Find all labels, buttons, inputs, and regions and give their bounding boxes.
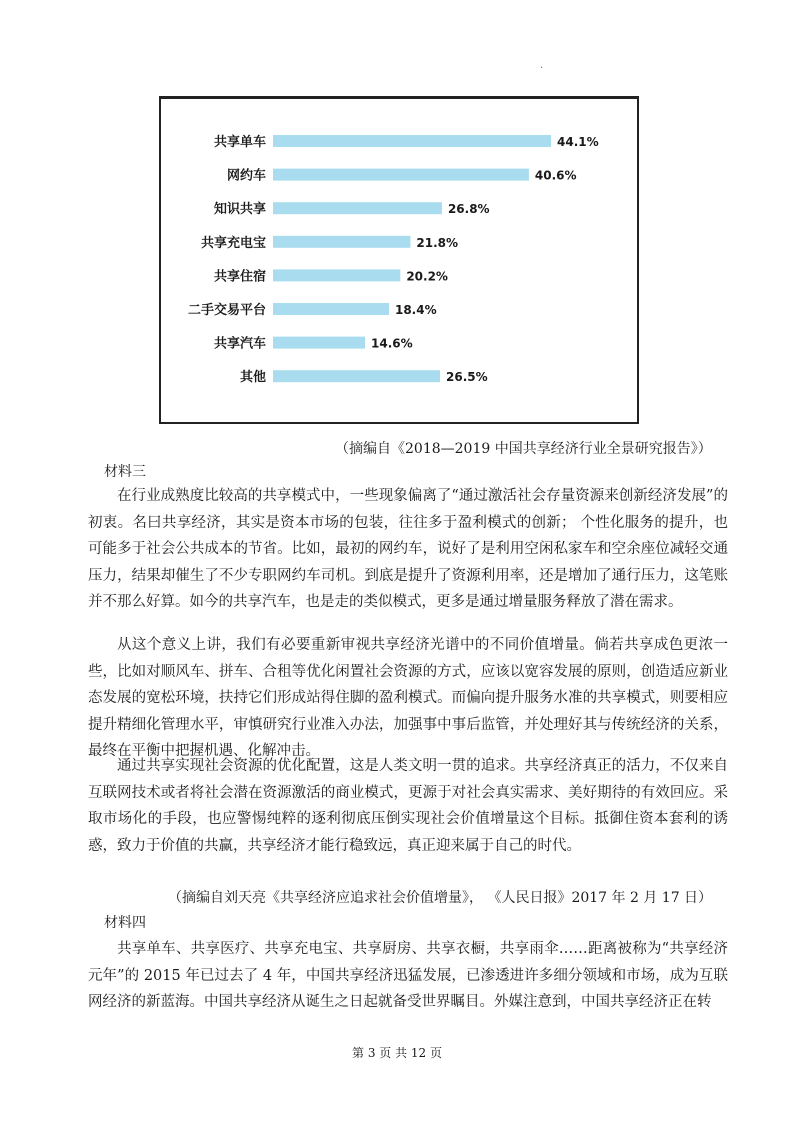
bar: [273, 202, 442, 214]
scan-dot: .: [540, 60, 544, 71]
bar-chart-svg: [161, 99, 637, 422]
value-label: 18.4%: [394, 303, 437, 317]
bar: [273, 236, 410, 248]
bar-chart: [159, 96, 639, 424]
value-label: 14.6%: [371, 336, 413, 351]
bar: [273, 169, 529, 181]
value-label: 44.1%: [557, 135, 599, 149]
bar: [273, 337, 365, 349]
page-number-footer: 第 3 页 共 12 页: [352, 1046, 442, 1060]
chart-source-citation: （摘编自《2018—2019 中国共享经济行业全景研究报告》）: [335, 441, 712, 457]
value-label: 26.5%: [446, 370, 488, 385]
category-label: 共享单车: [213, 135, 266, 150]
value-label: 40.6%: [534, 168, 577, 183]
value-label: 21.8%: [416, 235, 459, 250]
category-label: 二手交易平台: [187, 303, 266, 318]
category-label: 共享汽车: [213, 336, 266, 352]
category-label: 网约车: [226, 168, 266, 184]
category-label: 知识共享: [213, 202, 266, 218]
value-label: 20.2%: [406, 269, 448, 284]
bar: [273, 303, 389, 315]
material3-paragraph-3: 通过共享实现社会资源的优化配置，这是人类文明一贯的追求。共享经济真正的活力，不仅来自互联网技术或者将社会潜在资源激活的商业模式，更源于对社会真实需求、美好期待的有效回应。采取市场化的手段，也应警惕纯粹的逐利彻底压倒实现社会价值增量这个目标。抵御住资本套利的诱惑，致力于价值的共赢，共享经济才能行稳致远，真正迎来属于自己的时代。: [88, 758, 728, 854]
material3-heading: 材料三: [104, 464, 146, 480]
bar: [273, 269, 400, 281]
bar: [273, 135, 551, 147]
material3-paragraph-2: 从这个意义上讲，我们有必要重新审视共享经济光谱中的不同价值增量。倘若共享成色更浓一些，比如对顺风车、拼车、合租等优化闲置社会资源的方式，应该以宽容发展的原则，创造适应新业态发展的宽松环境，扶持它们形成站得住脚的盈利模式。而偏向提升服务水准的共享模式，则要相应提升精细化管理水平，审慎研究行业准入办法，加强事中事后监管，并处理好其与传统经济的关系，最终在平衡中把握机遇、化解冲击。: [88, 637, 728, 759]
category-label: 共享充电宝: [200, 235, 266, 251]
material4-heading: 材料四: [104, 915, 146, 931]
bar: [273, 370, 440, 382]
material3-source-citation: （摘编自刘天亮《共享经济应追求社会价值增量》， 《人民日报》2017 年 2 月 17 日）: [168, 890, 713, 906]
category-label: 共享住宿: [213, 269, 266, 285]
value-label: 26.8%: [447, 202, 490, 217]
material4-paragraph-1: 共享单车、共享医疗、共享充电宝、共享厨房、共享衣橱，共享雨伞……距离被称为“共享经济元年”的 2015 年已过去了 4 年，中国共享经济迅猛发展，已渗透进许多细分领域和市场，成为互联网经济的新蓝海。中国共享经济从诞生之日起就备受世界瞩目。外媒注意到，中国共享经济正在转: [88, 941, 728, 1010]
material3-paragraph-1: 在行业成熟度比较高的共享模式中，一些现象偏离了“通过激活社会存量资源来创新经济发展”的初衷。名曰共享经济，其实是资本市场的包装，往往多于盈利模式的创新； 个性化服务的提升，也可能多于社会公共成本的节省。比如，最初的网约车，说好了是利用空闲私家车和空余座位减轻交通压力，结果却催生了不少专职网约车司机。到底是提升了资源利用率，还是增加了通行压力，这笔账并不那么好算。如今的共享汽车，也是走的类似模式，更多是通过增量服务释放了潜在需求。: [88, 488, 728, 610]
category-label: 其他: [239, 370, 266, 386]
